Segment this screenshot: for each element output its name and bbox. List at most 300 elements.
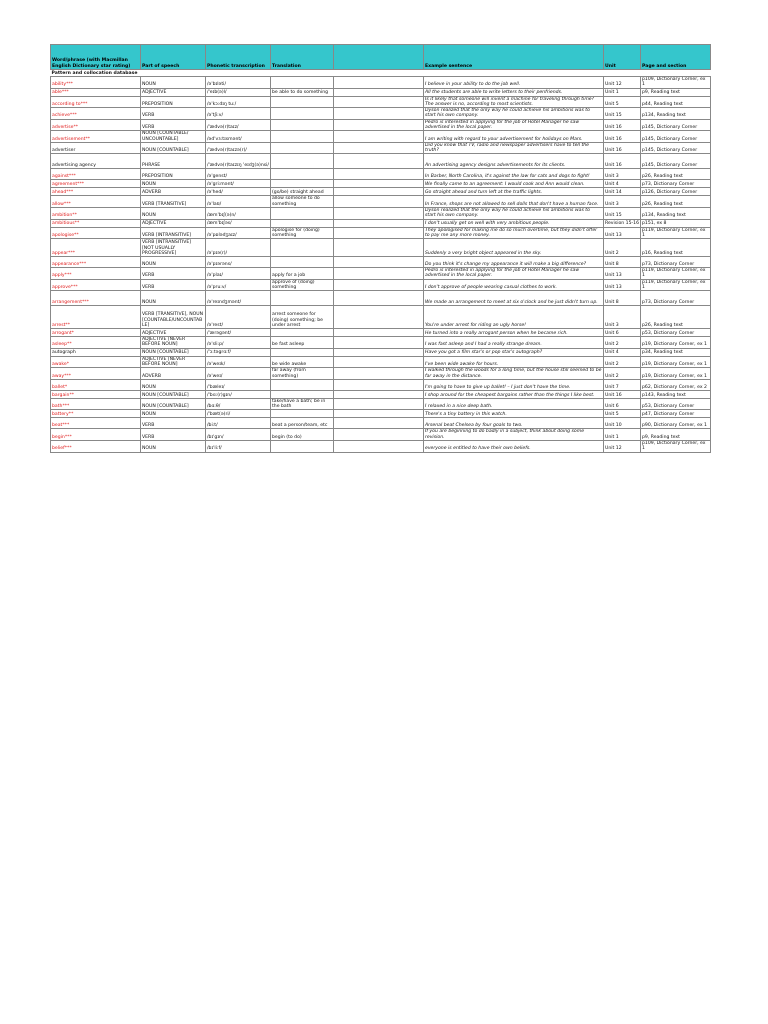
example-cell: I'm going to have to give up ballet! – I just don't have the time. bbox=[424, 379, 604, 390]
unit-cell: Unit 5 bbox=[604, 410, 641, 418]
collocation-cell bbox=[271, 108, 334, 120]
collocation-cell bbox=[271, 410, 334, 418]
page-cell: p145, Dictionary Corner bbox=[641, 154, 711, 169]
part-of-speech-cell: VERB [TRANSITIVE], NOUN [COUNTABLE/UNCOUNTABLE] bbox=[141, 306, 206, 329]
word-cell: away*** bbox=[51, 368, 141, 380]
part-of-speech-cell: PREPOSITION bbox=[141, 169, 206, 180]
phonetic-cell: /ə'laʊ/ bbox=[206, 196, 271, 208]
word-cell: advertiser bbox=[51, 142, 141, 154]
page-cell: p16, Reading text bbox=[641, 239, 711, 257]
page-cell: p119, Dictionary Corner, ex 1 bbox=[641, 279, 711, 291]
part-of-speech-cell: NOUN bbox=[141, 441, 206, 453]
unit-cell: Unit 13 bbox=[604, 279, 641, 291]
collocation-cell bbox=[271, 154, 334, 169]
part-of-speech-cell: VERB bbox=[141, 418, 206, 429]
word-cell: bargain** bbox=[51, 390, 141, 398]
phonetic-cell: /ə'rest/ bbox=[206, 306, 271, 329]
collocation-cell: allow someone to do something bbox=[271, 196, 334, 208]
collocation-cell: be wide awake bbox=[271, 356, 334, 368]
phonetic-cell: /ə'bɪləti/ bbox=[206, 77, 271, 89]
word-cell: agreement*** bbox=[51, 180, 141, 188]
example-cell: I've been wide awake for hours. bbox=[424, 356, 604, 368]
unit-cell: Unit 2 bbox=[604, 368, 641, 380]
collocation-cell: far away (from something) bbox=[271, 368, 334, 380]
table-row bbox=[51, 329, 711, 337]
page-cell: p44, Reading text bbox=[641, 96, 711, 108]
table-row bbox=[51, 207, 711, 219]
table-row bbox=[51, 188, 711, 196]
blank-cell bbox=[334, 77, 424, 89]
table-row bbox=[51, 268, 711, 280]
table-row bbox=[51, 398, 711, 410]
collocation-cell: apply for a job bbox=[271, 268, 334, 280]
page-cell: p19, Dictionary Corner, ex 1 bbox=[641, 368, 711, 380]
part-of-speech-cell: NOUN [COUNTABLE] bbox=[141, 348, 206, 356]
example-cell: I was fast asleep and I had a really strange dream. bbox=[424, 337, 604, 349]
table-row bbox=[51, 379, 711, 390]
table-row bbox=[51, 196, 711, 208]
table-row bbox=[51, 154, 711, 169]
collocation-cell bbox=[271, 257, 334, 268]
collocation-cell bbox=[271, 291, 334, 306]
page-cell: p145, Dictionary Corner bbox=[641, 142, 711, 154]
phonetic-cell: /ə'weɪ/ bbox=[206, 368, 271, 380]
blank-cell bbox=[334, 398, 424, 410]
table-row bbox=[51, 88, 711, 96]
phonetic-cell: /ə'griːmənt/ bbox=[206, 180, 271, 188]
part-of-speech-cell: NOUN bbox=[141, 257, 206, 268]
example-cell: I don't approve of people wearing casual clothes to work. bbox=[424, 279, 604, 291]
table-row bbox=[51, 356, 711, 368]
page-cell: p145, Dictionary Corner bbox=[641, 131, 711, 143]
word-cell: against*** bbox=[51, 169, 141, 180]
part-of-speech-cell: ADJECTIVE bbox=[141, 88, 206, 96]
phonetic-cell: /'ɔːtəgrɑːf/ bbox=[206, 348, 271, 356]
table-row bbox=[51, 337, 711, 349]
example-cell: Arsenal beat Chelsea by four goals to two. bbox=[424, 418, 604, 429]
phonetic-cell: /ə'kɔːdɪŋ tuː/ bbox=[206, 96, 271, 108]
table-row bbox=[51, 410, 711, 418]
word-cell: achieve*** bbox=[51, 108, 141, 120]
blank-cell bbox=[334, 188, 424, 196]
table-row bbox=[51, 279, 711, 291]
page-cell: p34, Reading text bbox=[641, 348, 711, 356]
blank-cell bbox=[334, 368, 424, 380]
page-cell: p9, Reading text bbox=[641, 88, 711, 96]
collocation-cell bbox=[271, 390, 334, 398]
phonetic-cell: /ə'reɪndʒmənt/ bbox=[206, 291, 271, 306]
part-of-speech-cell: NOUN [COUNTABLE] bbox=[141, 398, 206, 410]
unit-cell: Unit 1 bbox=[604, 429, 641, 441]
blank-cell bbox=[334, 390, 424, 398]
part-of-speech-cell: VERB bbox=[141, 429, 206, 441]
unit-cell: Unit 12 bbox=[604, 441, 641, 453]
blank-cell bbox=[334, 418, 424, 429]
phonetic-cell: /ə'pruːv/ bbox=[206, 279, 271, 291]
part-of-speech-cell: ADJECTIVE bbox=[141, 219, 206, 227]
example-cell: We finally came to an agreement: I would cook and Ann would clean. bbox=[424, 180, 604, 188]
page-cell: p47, Dictionary Corner bbox=[641, 410, 711, 418]
word-cell: ahead*** bbox=[51, 188, 141, 196]
unit-cell: Unit 16 bbox=[604, 131, 641, 143]
word-cell: advertise** bbox=[51, 119, 141, 131]
header-word: Word/phrase (with Macmillan English Dictionary star rating) bbox=[51, 45, 141, 70]
blank-cell bbox=[334, 227, 424, 239]
unit-cell: Unit 3 bbox=[604, 196, 641, 208]
word-cell: advertisement** bbox=[51, 131, 141, 143]
blank-cell bbox=[334, 279, 424, 291]
page-cell: p26, Reading text bbox=[641, 169, 711, 180]
part-of-speech-cell: NOUN bbox=[141, 379, 206, 390]
blank-cell bbox=[334, 441, 424, 453]
blank-cell bbox=[334, 257, 424, 268]
collocation-cell bbox=[271, 131, 334, 143]
collocation-cell bbox=[271, 180, 334, 188]
table-row bbox=[51, 77, 711, 89]
blank-cell bbox=[334, 119, 424, 131]
example-cell: Have you got a film star's or pop star's autograph? bbox=[424, 348, 604, 356]
blank-cell bbox=[334, 268, 424, 280]
collocation-cell bbox=[271, 96, 334, 108]
phonetic-cell: /ə'tʃiːv/ bbox=[206, 108, 271, 120]
word-cell: apologise** bbox=[51, 227, 141, 239]
word-cell: autograph bbox=[51, 348, 141, 356]
unit-cell: Unit 15 bbox=[604, 108, 641, 120]
example-cell: An advertising agency designs advertisements for its clients. bbox=[424, 154, 604, 169]
blank-cell bbox=[334, 429, 424, 441]
collocation-cell bbox=[271, 77, 334, 89]
word-cell: able*** bbox=[51, 88, 141, 96]
phonetic-cell: /'ædvə(r)taɪz/ bbox=[206, 119, 271, 131]
example-cell: In Barber, North Carolina, it's against the law for cats and dogs to fight! bbox=[424, 169, 604, 180]
example-cell: There's a tiny battery in this watch. bbox=[424, 410, 604, 418]
example-cell: I relaxed in a nice deep bath. bbox=[424, 398, 604, 410]
word-cell: ability*** bbox=[51, 77, 141, 89]
unit-cell: Unit 6 bbox=[604, 329, 641, 337]
word-cell: approve*** bbox=[51, 279, 141, 291]
example-cell: Pedro is interested in applying for the job of Hotel Manager he saw advertised in the local paper. bbox=[424, 268, 604, 280]
part-of-speech-cell: ADVERB bbox=[141, 188, 206, 196]
word-cell: beat*** bbox=[51, 418, 141, 429]
part-of-speech-cell: ADJECTIVE bbox=[141, 329, 206, 337]
part-of-speech-cell: ADJECTIVE [NEVER BEFORE NOUN] bbox=[141, 356, 206, 368]
word-cell: arrogant* bbox=[51, 329, 141, 337]
part-of-speech-cell: VERB bbox=[141, 279, 206, 291]
phonetic-cell: /æm'bɪʃəs/ bbox=[206, 219, 271, 227]
phonetic-cell: /'bɑː(r)gɪn/ bbox=[206, 390, 271, 398]
part-of-speech-cell: VERB bbox=[141, 108, 206, 120]
example-cell: All the students are able to write letters to their penfriends. bbox=[424, 88, 604, 96]
example-cell: everyone is entitled to have their own beliefs. bbox=[424, 441, 604, 453]
collocation-cell bbox=[271, 142, 334, 154]
unit-cell: Unit 4 bbox=[604, 180, 641, 188]
phonetic-cell: /æm'bɪʃ(ə)n/ bbox=[206, 207, 271, 219]
page-cell: p73, Dictionary Corner bbox=[641, 257, 711, 268]
table-row bbox=[51, 169, 711, 180]
unit-cell: Unit 15 bbox=[604, 207, 641, 219]
collocation-cell bbox=[271, 329, 334, 337]
page-cell: p126, Dictionary Corner bbox=[641, 188, 711, 196]
word-cell: awake* bbox=[51, 356, 141, 368]
unit-cell: Unit 16 bbox=[604, 142, 641, 154]
word-cell: belief*** bbox=[51, 441, 141, 453]
unit-cell: Unit 8 bbox=[604, 257, 641, 268]
phonetic-cell: /'ædvə(r)taɪzɪŋ 'eɪdʒ(ə)nsi/ bbox=[206, 154, 271, 169]
word-cell: arrest** bbox=[51, 306, 141, 329]
page-cell: p119, Dictionary Corner, ex 1 bbox=[641, 227, 711, 239]
part-of-speech-cell: NOUN bbox=[141, 77, 206, 89]
unit-cell: Unit 12 bbox=[604, 77, 641, 89]
collocation-cell: apologise for (doing) something bbox=[271, 227, 334, 239]
example-cell: I believe in your ability to do the job well. bbox=[424, 77, 604, 89]
collocation-cell: be able to do something bbox=[271, 88, 334, 96]
example-cell: I don't usually get on well with very ambitious people. bbox=[424, 219, 604, 227]
table-row bbox=[51, 348, 711, 356]
table-row bbox=[51, 227, 711, 239]
word-cell: apply*** bbox=[51, 268, 141, 280]
part-of-speech-cell: PHRASE bbox=[141, 154, 206, 169]
phonetic-cell: /bɑːθ/ bbox=[206, 398, 271, 410]
collocation-cell bbox=[271, 219, 334, 227]
unit-cell: Unit 3 bbox=[604, 306, 641, 329]
page-cell: p9, Reading text bbox=[641, 429, 711, 441]
phonetic-cell: /bɪ'liːf/ bbox=[206, 441, 271, 453]
example-cell: You're under arrest for riding an ugly horse! bbox=[424, 306, 604, 329]
unit-cell: Unit 5 bbox=[604, 96, 641, 108]
example-cell: I shop around for the cheapest bargains rather than the things I like best. bbox=[424, 390, 604, 398]
word-cell: appearance*** bbox=[51, 257, 141, 268]
page-cell: p26, Reading text bbox=[641, 196, 711, 208]
word-cell: ballet* bbox=[51, 379, 141, 390]
example-cell: Go straight ahead and turn left at the traffic lights. bbox=[424, 188, 604, 196]
table-row bbox=[51, 390, 711, 398]
unit-cell: Unit 2 bbox=[604, 239, 641, 257]
unit-cell: Unit 2 bbox=[604, 337, 641, 349]
table-row bbox=[51, 368, 711, 380]
unit-cell: Unit 16 bbox=[604, 154, 641, 169]
header-row bbox=[51, 45, 711, 70]
header-blank bbox=[334, 45, 424, 70]
table-row bbox=[51, 131, 711, 143]
table-row bbox=[51, 219, 711, 227]
table-row bbox=[51, 257, 711, 268]
part-of-speech-cell: VERB bbox=[141, 119, 206, 131]
table-row bbox=[51, 96, 711, 108]
blank-cell bbox=[334, 88, 424, 96]
phonetic-cell: /biːt/ bbox=[206, 418, 271, 429]
collocation-cell bbox=[271, 239, 334, 257]
part-of-speech-cell: NOUN bbox=[141, 207, 206, 219]
phonetic-cell: /'ærəgənt/ bbox=[206, 329, 271, 337]
example-cell: Suddenly a very bright object appeared in the sky. bbox=[424, 239, 604, 257]
collocation-cell: take/have a bath; be in the bath bbox=[271, 398, 334, 410]
unit-cell: Unit 4 bbox=[604, 348, 641, 356]
word-cell: begin*** bbox=[51, 429, 141, 441]
blank-cell bbox=[334, 108, 424, 120]
page-cell: p119, Dictionary Corner, ex 1 bbox=[641, 268, 711, 280]
phonetic-cell: /ə'pɪə(r)/ bbox=[206, 239, 271, 257]
blank-cell bbox=[334, 356, 424, 368]
part-of-speech-cell: VERB [INTRANSITIVE] [NOT USUALLY PROGRESSIVE] bbox=[141, 239, 206, 257]
collocation-cell bbox=[271, 169, 334, 180]
phonetic-cell: /ə'genst/ bbox=[206, 169, 271, 180]
part-of-speech-cell: NOUN bbox=[141, 180, 206, 188]
blank-cell bbox=[334, 410, 424, 418]
example-cell: He turned into a really arrogant person when he became rich. bbox=[424, 329, 604, 337]
header-page: Page and section bbox=[641, 45, 711, 70]
part-of-speech-cell: NOUN [COUNTABLE] bbox=[141, 142, 206, 154]
blank-cell bbox=[334, 169, 424, 180]
phonetic-cell: /ə'hed/ bbox=[206, 188, 271, 196]
example-cell: If you are beginning to do badly in a subject, think about doing some revision. bbox=[424, 429, 604, 441]
blank-cell bbox=[334, 207, 424, 219]
phonetic-cell: /'ædvə(r)taɪzə(r)/ bbox=[206, 142, 271, 154]
table-row bbox=[51, 291, 711, 306]
blank-cell bbox=[334, 196, 424, 208]
table-row bbox=[51, 142, 711, 154]
phonetic-cell: /ə'pɪərəns/ bbox=[206, 257, 271, 268]
phonetic-cell: /ə'pɒlədʒaɪz/ bbox=[206, 227, 271, 239]
collocation-cell: beat a person/team, etc bbox=[271, 418, 334, 429]
word-cell: bath*** bbox=[51, 398, 141, 410]
table-row bbox=[51, 306, 711, 329]
table-row bbox=[51, 418, 711, 429]
table-row bbox=[51, 108, 711, 120]
unit-cell: Unit 8 bbox=[604, 291, 641, 306]
example-cell: We made an arrangement to meet at six o'clock and he just didn't turn up. bbox=[424, 291, 604, 306]
phonetic-cell: /'eɪb(ə)l/ bbox=[206, 88, 271, 96]
collocation-cell: arrest someone for (doing) something; be under arrest bbox=[271, 306, 334, 329]
phonetic-cell: /əd'vɜːtɪsmənt/ bbox=[206, 131, 271, 143]
blank-cell bbox=[334, 306, 424, 329]
unit-cell: Unit 2 bbox=[604, 356, 641, 368]
collocation-cell bbox=[271, 119, 334, 131]
part-of-speech-cell: NOUN [COUNTABLE/ UNCOUNTABLE] bbox=[141, 131, 206, 143]
page-cell: p134, Reading text bbox=[641, 108, 711, 120]
page-cell: p53, Dictionary Corner bbox=[641, 329, 711, 337]
collocation-cell bbox=[271, 207, 334, 219]
example-cell: Dyson realized that the only way he could achieve his ambitions was to start his own company. bbox=[424, 207, 604, 219]
collocation-cell bbox=[271, 348, 334, 356]
part-of-speech-cell: VERB bbox=[141, 268, 206, 280]
unit-cell: Unit 13 bbox=[604, 227, 641, 239]
example-cell: Is it likely that someone will invent a machine for traveling through time? The answer is no, according to most scientists. bbox=[424, 96, 604, 108]
part-of-speech-cell: PREPOSITION bbox=[141, 96, 206, 108]
table-row bbox=[51, 180, 711, 188]
part-of-speech-cell: VERB [TRANSITIVE] bbox=[141, 196, 206, 208]
subheader-text: Pattern and collocation database bbox=[51, 70, 711, 77]
page-cell: p90, Dictionary Corner, ex 1 bbox=[641, 418, 711, 429]
unit-cell: Unit 13 bbox=[604, 268, 641, 280]
blank-cell bbox=[334, 96, 424, 108]
page-cell: p19, Dictionary Corner, ex 1 bbox=[641, 337, 711, 349]
unit-cell: Unit 16 bbox=[604, 390, 641, 398]
part-of-speech-cell: NOUN bbox=[141, 410, 206, 418]
page-cell: p145, Dictionary Corner bbox=[641, 119, 711, 131]
subheader-row bbox=[51, 70, 711, 77]
collocation-cell bbox=[271, 379, 334, 390]
word-cell: advertising agency bbox=[51, 154, 141, 169]
vocabulary-table bbox=[50, 44, 711, 453]
page-cell: p134, Reading text bbox=[641, 207, 711, 219]
page-cell: p62, Dictionary Corner, ex 2 bbox=[641, 379, 711, 390]
example-cell: Do you think it's change my appearance it will make a big difference? bbox=[424, 257, 604, 268]
blank-cell bbox=[334, 291, 424, 306]
phonetic-cell: /'bæt(ə)ri/ bbox=[206, 410, 271, 418]
word-cell: asleep** bbox=[51, 337, 141, 349]
table-row bbox=[51, 239, 711, 257]
table-row bbox=[51, 429, 711, 441]
header-example: Example sentence bbox=[424, 45, 604, 70]
header-translation: Translation bbox=[271, 45, 334, 70]
page-cell: p109, Dictionary Corner, ex 1 bbox=[641, 441, 711, 453]
collocation-cell: approve of (doing) something bbox=[271, 279, 334, 291]
blank-cell bbox=[334, 219, 424, 227]
header-part-of-speech: Part of speech bbox=[141, 45, 206, 70]
blank-cell bbox=[334, 329, 424, 337]
blank-cell bbox=[334, 154, 424, 169]
unit-cell: Unit 6 bbox=[604, 398, 641, 410]
part-of-speech-cell: ADVERB bbox=[141, 368, 206, 380]
word-cell: appear*** bbox=[51, 239, 141, 257]
example-cell: I am writing with regard to your advertisement for holidays on Mars. bbox=[424, 131, 604, 143]
page-cell: p73, Dictionary Corner bbox=[641, 180, 711, 188]
word-cell: arrangement*** bbox=[51, 291, 141, 306]
phonetic-cell: /'bæleɪ/ bbox=[206, 379, 271, 390]
example-cell: Dyson realized that the only way he could achieve his ambitions was to start his own company. bbox=[424, 108, 604, 120]
example-cell: Pedro is interested in applying for the job of Hotel Manager he saw advertised in the local paper. bbox=[424, 119, 604, 131]
phonetic-cell: /ə'plaɪ/ bbox=[206, 268, 271, 280]
collocation-cell: begin (to do) bbox=[271, 429, 334, 441]
page-cell: p151, ex 8 bbox=[641, 219, 711, 227]
example-cell: In France, shops are not allowed to sell dolls that don't have a human face. bbox=[424, 196, 604, 208]
blank-cell bbox=[334, 142, 424, 154]
word-cell: allow*** bbox=[51, 196, 141, 208]
phonetic-cell: /bɪ'gɪn/ bbox=[206, 429, 271, 441]
blank-cell bbox=[334, 337, 424, 349]
phonetic-cell: /ə'weɪk/ bbox=[206, 356, 271, 368]
part-of-speech-cell: VERB [INTRANSITIVE] bbox=[141, 227, 206, 239]
phonetic-cell: /ə'sliːp/ bbox=[206, 337, 271, 349]
collocation-cell bbox=[271, 441, 334, 453]
unit-cell: Unit 3 bbox=[604, 169, 641, 180]
unit-cell: Unit 14 bbox=[604, 188, 641, 196]
unit-cell: Revision 15-16 bbox=[604, 219, 641, 227]
unit-cell: Unit 16 bbox=[604, 119, 641, 131]
header-unit: Unit bbox=[604, 45, 641, 70]
unit-cell: Unit 7 bbox=[604, 379, 641, 390]
blank-cell bbox=[334, 379, 424, 390]
page-cell: p143, Reading text bbox=[641, 390, 711, 398]
word-cell: ambitious** bbox=[51, 219, 141, 227]
unit-cell: Unit 10 bbox=[604, 418, 641, 429]
blank-cell bbox=[334, 180, 424, 188]
page-cell: p53, Dictionary Corner bbox=[641, 398, 711, 410]
blank-cell bbox=[334, 239, 424, 257]
page-cell: p109, Dictionary Corner, ex 1 bbox=[641, 77, 711, 89]
example-cell: They apologised for making me do so much overtime, but they didn't offer to pay me any more money. bbox=[424, 227, 604, 239]
word-cell: ambition** bbox=[51, 207, 141, 219]
page-cell: p26, Reading text bbox=[641, 306, 711, 329]
blank-cell bbox=[334, 348, 424, 356]
header-phonetic: Phonetic transcription bbox=[206, 45, 271, 70]
example-cell: Did you know that TV, radio and newspaper advertisers have to tell the truth? bbox=[424, 142, 604, 154]
part-of-speech-cell: NOUN [COUNTABLE] bbox=[141, 390, 206, 398]
blank-cell bbox=[334, 131, 424, 143]
table-row bbox=[51, 441, 711, 453]
word-cell: according to*** bbox=[51, 96, 141, 108]
page-cell: p73, Dictionary Corner bbox=[641, 291, 711, 306]
